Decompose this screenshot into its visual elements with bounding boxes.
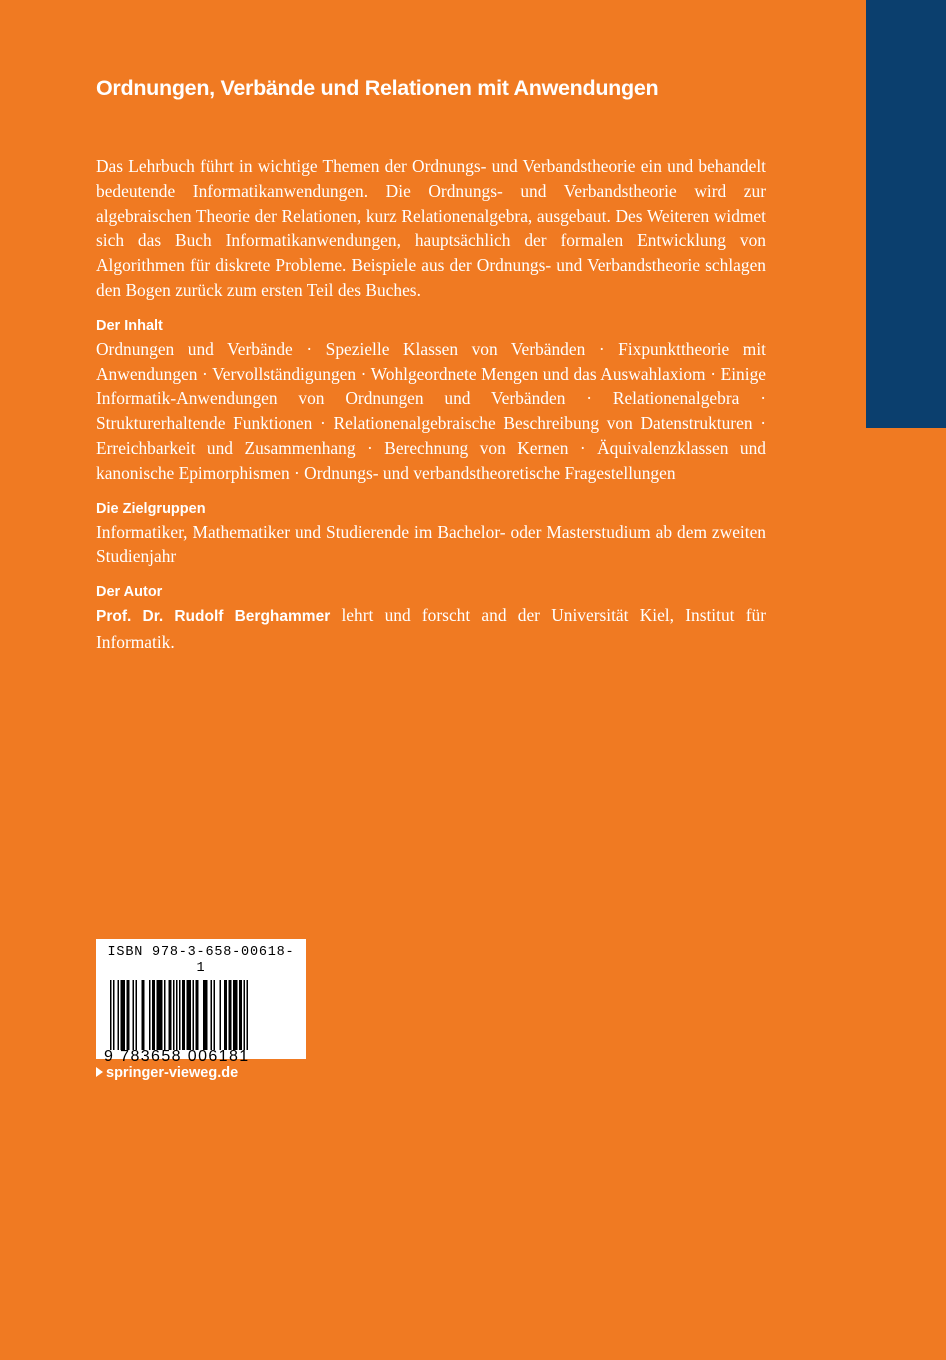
right-triangle-arrow-icon	[96, 1067, 103, 1077]
barcode-bar-13	[173, 980, 175, 1050]
barcode-bar-19	[196, 980, 199, 1050]
barcode-bar-22	[214, 980, 216, 1050]
barcode-bars	[110, 980, 292, 1050]
barcode-bar-7	[142, 980, 145, 1050]
audience-heading: Die Zielgruppen	[96, 500, 206, 517]
barcode-bar-21	[211, 980, 213, 1050]
book-title: Ordnungen, Verbände und Relationen mit Anwendungen	[96, 76, 659, 100]
audience-section	[96, 498, 766, 570]
barcode-bar-18	[193, 980, 195, 1050]
barcode-bar-2	[118, 980, 120, 1050]
barcode-bar-28	[244, 980, 246, 1050]
back-cover-content	[96, 70, 766, 655]
barcode-bar-24	[224, 980, 227, 1050]
publisher-url: springer-vieweg.de	[106, 1065, 239, 1081]
barcode-bar-6	[136, 980, 138, 1050]
barcode-bar-9	[152, 980, 155, 1050]
barcode-bar-20	[203, 980, 208, 1050]
audience-text: Informatiker, Mathematiker und Studierende im Bachelor- oder Masterstudium ab dem zweiten Studienjahr	[96, 521, 766, 567]
author-section	[96, 581, 766, 655]
barcode-bar-25	[229, 980, 232, 1050]
barcode-bar-23	[220, 980, 222, 1050]
author-heading: Der Autor	[96, 584, 163, 601]
barcode-bar-11	[164, 980, 166, 1050]
barcode-bar-4	[127, 980, 130, 1050]
barcode-bar-0	[110, 980, 112, 1050]
barcode-bar-1	[113, 980, 115, 1050]
publisher-link[interactable]	[96, 1064, 238, 1082]
author-text	[96, 603, 766, 655]
barcode-bar-27	[239, 980, 242, 1050]
contents-section	[96, 315, 766, 486]
barcode-bar-15	[179, 980, 181, 1050]
barcode-bar-17	[187, 980, 192, 1050]
contents-text: Ordnungen und Verbände · Spezielle Klassen von Verbänden · Fixpunkttheorie mit Anwendungen · Vervollständigungen · Wohlgeordnete Mengen und das Auswahlaxiom · Einige Informatik-Anwendungen von Ordnungen und Verbänden · Relationenalgebra · Strukturerhaltende Funktionen · Relationenalgebraische Beschreibung von Datenstrukturen · Erreichbarkeit und Zusammenhang · Berechnung von Kernen · Äquivalenzklassen und kanonische Epimorphismen · Ordnungs- und verbandstheoretische Fragestellungen	[96, 338, 766, 483]
barcode-bar-12	[169, 980, 172, 1050]
barcode-bar-3	[121, 980, 126, 1050]
barcode-bar-29	[247, 980, 249, 1050]
book-description: Das Lehrbuch führt in wichtige Themen der Ordnungs- und Verbandstheorie ein und behandelt bedeutende Informatikanwendungen. Die Ordnungs- und Verbandstheorie wird zur algebraischen Theorie der Relationen, kurz Relationenalgebra, ausgebaut. Des Weiteren widmet sich das Buch Informatikanwendungen, hauptsächlich der formalen Entwicklung von Algorithmen für diskrete Probleme. Beispiele aus der Ordnungs- und Verbandstheorie schlagen den Bogen zurück zum ersten Teil des Buches.	[96, 156, 766, 300]
isbn-label: ISBN 978-3-658-00618-1	[107, 945, 295, 976]
barcode-bar-16	[182, 980, 185, 1050]
barcode-bar-26	[233, 980, 238, 1050]
accent-strip	[866, 0, 946, 428]
author-name: Prof. Dr. Rudolf Berghammer	[96, 608, 331, 626]
author-bio: lehrt und forscht and der Universität Kiel, Institut für Informatik.	[96, 605, 767, 652]
barcode-bar-8	[149, 980, 151, 1050]
barcode-bar-14	[176, 980, 178, 1050]
isbn-barcode	[96, 939, 306, 1065]
barcode-bar-5	[133, 980, 135, 1050]
barcode-bar-10	[157, 980, 163, 1050]
contents-heading: Der Inhalt	[96, 317, 163, 334]
barcode-digits: 9 783658 006181	[104, 1048, 250, 1065]
